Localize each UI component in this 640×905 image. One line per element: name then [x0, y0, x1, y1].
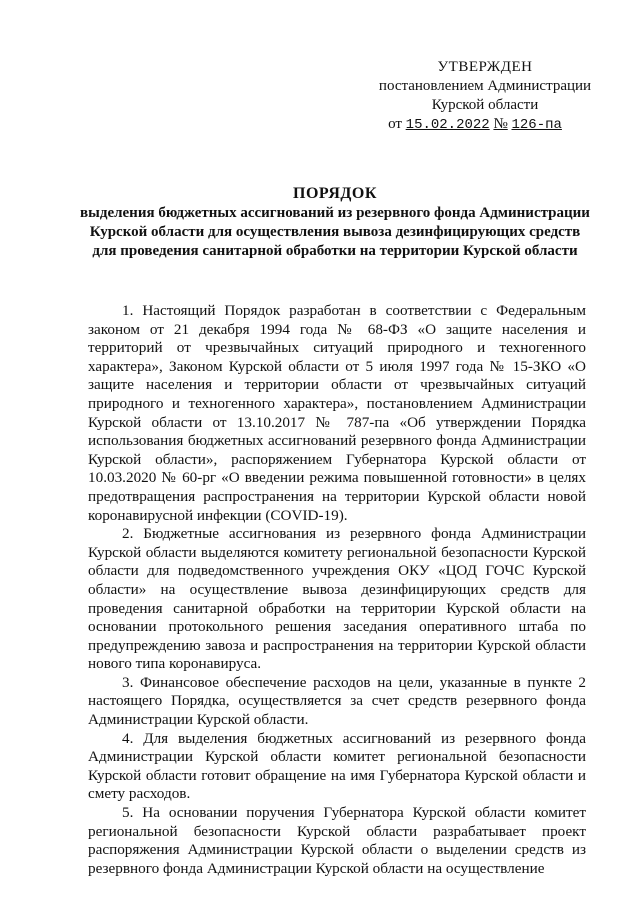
approval-date: 15.02.2022	[405, 117, 490, 133]
approval-number: 126-па	[511, 117, 562, 133]
paragraph-1: 1. Настоящий Порядок разработан в соответствии с Федеральным законом от 21 декабря 1994 года № 68-ФЗ «О защите населения и территорий от чрезвычайных ситуаций природного и техногенного характера», Законом Курской области от 5 июля 1997 года № 15-ЗКО «О защите населения и территории области от чрезвычайных ситуаций природного и техногенного характера», постановлением Администрации Курской области от 13.10.2017 № 787-па «Об утверждении Порядка использования бюджетных ассигнований резервного фонда Администрации Курской области», распоряжением Губернатора Курской области от 10.03.2020 № 60-рг «О введении режима повышенной готовности» в целях предотвращения распространения на территории Курской области новой коронавирусной инфекции (COVID-19).	[88, 302, 586, 524]
paragraph-3: 3. Финансовое обеспечение расходов на цели, указанные в пункте 2 настоящего Порядка, осуществляется за счет средств резервного фонда Администрации Курской области.	[88, 673, 586, 729]
approval-title: УТВЕРЖДЕН	[437, 59, 533, 75]
document-body	[88, 302, 586, 878]
document-subtitle: выделения бюджетных ассигнований из резервного фонда Администрации Курской области для осуществления вывоза дезинфицирующих средств для проведения санитарной обработки на территории Курской области	[80, 205, 590, 259]
document-title: ПОРЯДОК	[293, 185, 377, 202]
approval-from-label: от	[388, 116, 402, 132]
paragraph-4: 4. Для выделения бюджетных ассигнований из резервного фонда Администрации Курской области комитет региональной безопасности Курской области готовит обращение на имя Губернатора Курской области и смету расходов.	[88, 729, 586, 803]
approval-line-2: Курской области	[431, 97, 539, 113]
document-heading	[80, 184, 590, 261]
approval-stamp	[330, 58, 600, 135]
paragraph-5: 5. На основании поручения Губернатора Курской области комитет региональной безопасности Курской области разрабатывает проект распоряжения Администрации Курской области о выделении средств из резервного фонда Администрации Курской области на осуществление	[88, 804, 586, 877]
approval-date-row	[350, 115, 600, 135]
approval-number-label: №	[493, 116, 508, 132]
paragraph-2: 2. Бюджетные ассигнования из резервного фонда Администрации Курской области выделяются комитету региональной безопасности Курской области для подведомственного учреждения ОКУ «ЦОД ГОЧС Курской области» на осуществление вывоза дезинфицирующих средств для проведения санитарной обработки на территории Курской области на основании протокольного решения заседания оперативного штаба по предупреждению завоза и распространения на территории Курской области нового типа коронавируса.	[88, 525, 586, 673]
approval-line-1: постановлением Администрации	[378, 78, 592, 94]
